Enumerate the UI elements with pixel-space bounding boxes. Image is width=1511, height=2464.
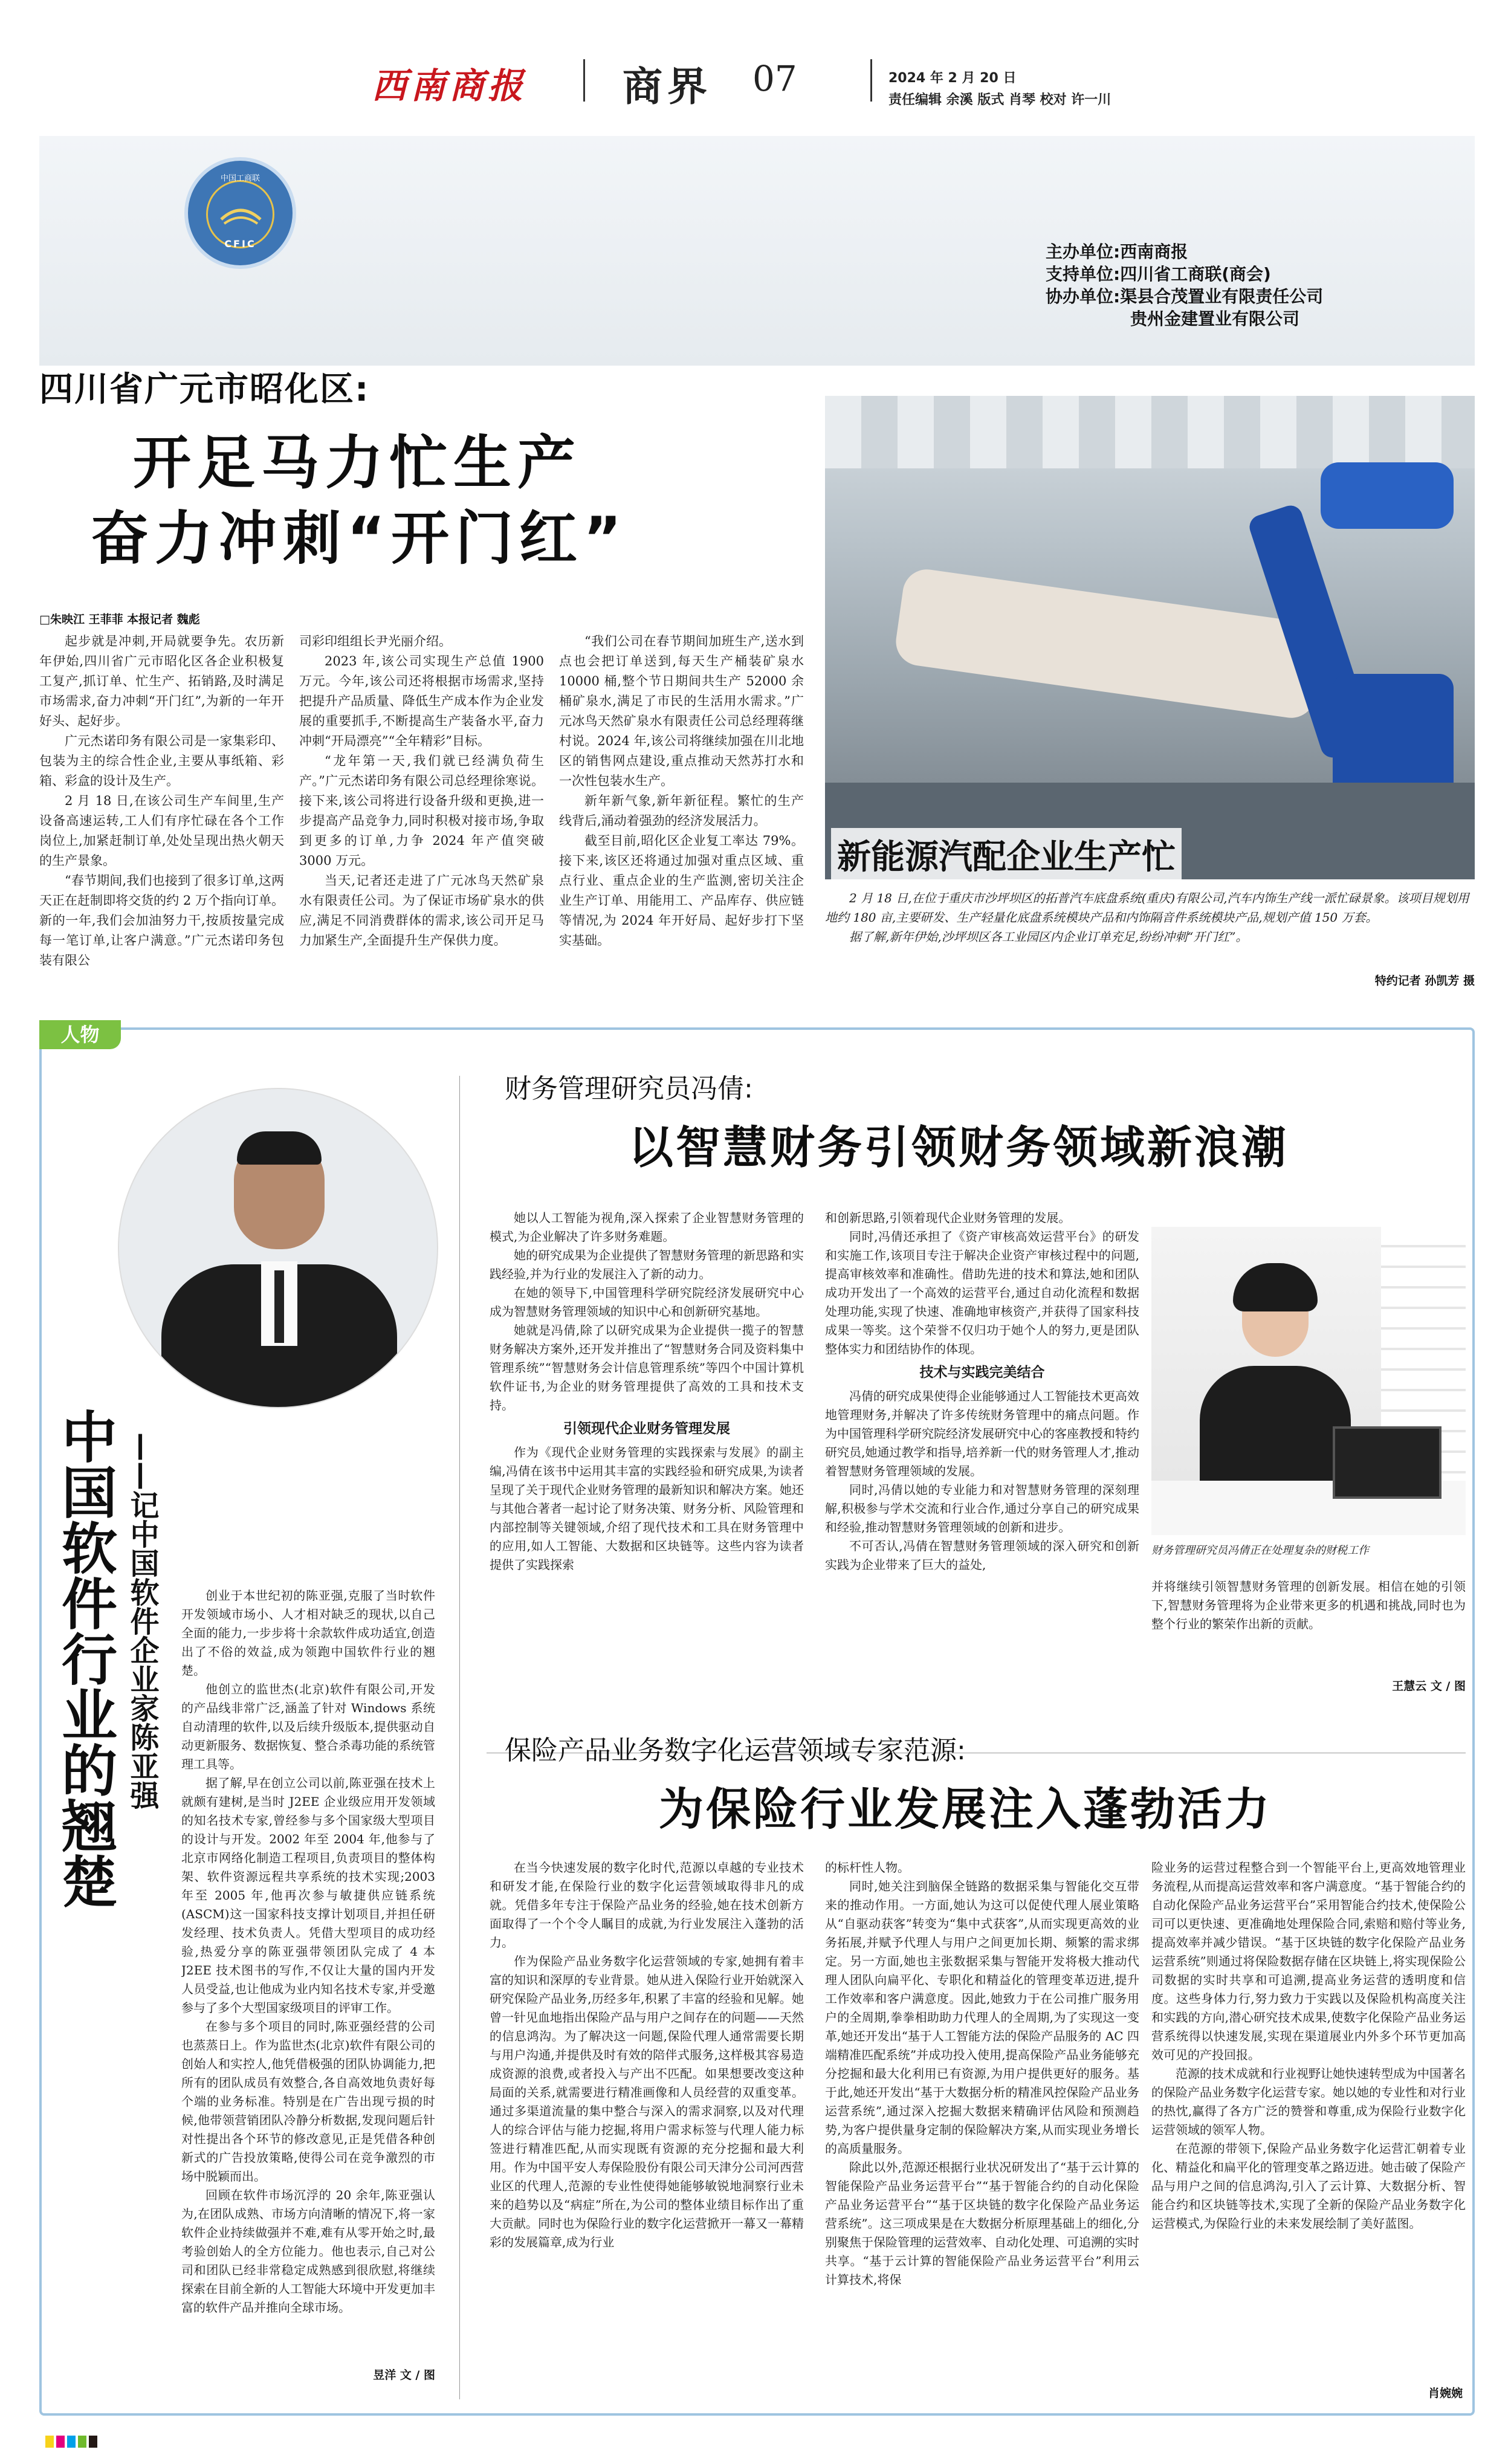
co-name-1: 渠县合茂置业有限责任公司: [1120, 286, 1324, 306]
story1-column-2: [299, 632, 544, 1006]
paragraph: “春节期间,我们也接到了很多订单,这两天正在赶制即将交货的约 2 万个指向订单。新的一年,我们会加油努力干,按质按量完成每一笔订单,让客户满意。”广元杰诺印务包装有限公: [39, 873, 284, 968]
paragraph: 在她的领导下,中国管理科学研究院经济发展研究中心成为智慧财务管理领域的知识中心和创新研究基地。: [490, 1285, 804, 1319]
feng-photo-caption: 财务管理研究员冯倩正在处理复杂的财税工作: [1151, 1544, 1369, 1557]
sponsor-banner: [39, 136, 1475, 366]
paragraph: 当天,记者还走进了广元冰鸟天然矿泉水有限责任公司。为了保证市场矿泉水的供应,满足不同消费群体的需求,该公司开足马力加紧生产,全面提升生产保供力度。: [299, 873, 544, 948]
subheading: 技术与实践完美结合: [919, 1365, 1045, 1380]
story1-column-1: [39, 632, 284, 1006]
story4-column-3: [1151, 1858, 1466, 2384]
color-bar-icon: [45, 2436, 118, 2448]
paragraph: 作为保险产品业务数字化运营领域的专家,她拥有着丰富的知识和深厚的专业背景。她从进入保险行业开始就深入研究保险产品业务,历经多年,积累了丰富的经验和见解。她曾一针见血地指出保险产品与用户之间存在的问题——天然的信息鸿沟。为了解决这一问题,保险代理人通常需要长期与用户沟通,并提供及时有效的陪伴式服务,这样极其容易造成资源的浪费,或者投入与产出不匹配。如果想要改变这种局面的关系,就需要进行精准画像和人员经营的双重变革。通过多渠道流量的集中整合与深入的需求洞察,以及对代理人的综合评估与能力挖掘,将用户需求标签与代理人能力标签进行精准匹配,从而实现既有资源的充分挖掘和最大利用。作为中国平安人寿保险股份有限公司天津分公司河西营业区的代理人,范源的专业性使得她能够敏锐地洞察行业未来的趋势以及“病症”所在,为公司的整体业绩目标作出了重大贡献。同时也为保险行业的数字化运营掀开一幕又一幕精彩的发展篇章,成为行业: [490, 1954, 804, 2249]
paragraph: 回顾在软件市场沉浮的 20 余年,陈亚强认为,在团队成熟、市场方向清晰的情况下,将一家软件企业持续做强并不难,难有从零开始之时,最考验创始人的全方位能力。他也表示,自己对公司和团队已经非常稳定成熟感到很欣慰,将继续探索在目前全新的人工智能大环境中开发更加丰富的软件产品并推向全球市场。: [181, 2188, 435, 2315]
logo-text: 中国工商联: [220, 174, 260, 183]
story3-credit: 王慧云 文 / 图: [1392, 1680, 1466, 1693]
story3-headline: 以智慧财务引领财务领域新浪潮: [629, 1122, 1289, 1174]
story4-column-2: [825, 1858, 1139, 2402]
paragraph: 冯倩的研究成果使得企业能够通过人工智能技术更高效地管理财务,并解决了许多传统财务管理中的痛点问题。作为中国管理科学研究院经济发展研究中心的客座教授和特约研究员,她通过教学和指导,培养新一代的财务管理人才,推动着智慧财务管理领域的发展。: [825, 1389, 1139, 1478]
story2-subhead: ——记中国软件企业家陈亚强: [125, 1432, 159, 1809]
caption-text: 2 月 18 日,在位于重庆市沙坪坝区的拓普汽车底盘系统(重庆)有限公司,汽车内饰生产线一派忙碌景象。该项目规划用地约 180 亩,主要研发、生产轻量化底盘系统模块产品和内饰隔音件系统模块产品,规划产值 150 万套。: [825, 891, 1469, 925]
paragraph: 起步就是冲刺,开局就要争先。农历新年伊始,四川省广元市昭化区各企业积极复工复产,抓订单、忙生产、拓销路,及时满足市场需求,奋力冲刺“开门红”,为新的一年开好头、起好步。: [39, 634, 284, 728]
paragraph: 司彩印组组长尹光丽介绍。: [299, 634, 451, 648]
paragraph: 她就是冯倩,除了以研究成果为企业提供一揽子的智慧财务解决方案外,还开发并推出了“智慧财务合同及资料集中管理系统”“智慧财务会计信息管理系统”等四个中国计算机软件证书,为企业的财务管理提供了高效的工具和技术支持。: [490, 1323, 804, 1412]
paragraph: 同时,她关注到脑保全链路的数据采集与智能化交互带来的推动作用。一方面,她认为这可以促使代理人展业策略从“自驱动获客”转变为“集中式获客”,从而实现更高效的业务拓展,并赋予代理人与用户之间更加长期、频繁的需求绑定。另一方面,她也主张数据采集与智能开发将极大推动代理人团队向扁平化、专职化和精益化的管理变革迈进,提升工作效率和客户满意度。因此,她致力于在公司推广服务用户的全周期,拳拳相助助力代理人的全周期,为了实现这一变革,她还开发出“基于人工智能方法的保险产品服务的 AC 四端精准匹配系统”并成功投入使用,提高保险产品业务能够充分挖掘和最大化利用已有资源,为用户提供更好的服务。基于此,她还开发出“基于大数据分析的精准风控保险产品业务运营系统”,通过深入挖掘大数据来精确评估风险和预测趋势,为客户提供量身定制的保险解决方案,从而实现业务增长的高质量服务。: [825, 1879, 1139, 2156]
story1-byline: □朱映江 王菲菲 本报记者 魏彪: [39, 613, 200, 626]
story1-headline-1: 开足马力忙生产: [133, 429, 581, 497]
paragraph: 创业于本世纪初的陈亚强,克服了当时软件开发领域市场小、人才相对缺乏的现状,以自己全面的能力,一步步将十余款软件成功适宜,创造出了不俗的效益,成为领跑中国软件行业的翘楚。: [181, 1588, 435, 1678]
feng-photo: [1151, 1227, 1466, 1535]
story1-column-3: [559, 632, 804, 1006]
story3-column-2: [825, 1209, 1139, 1786]
paragraph: 新年新气象,新年新征程。繁忙的生产线背后,涌动着强劲的经济发展活力。: [559, 794, 804, 828]
paragraph: 和创新思路,引领着现代企业财务管理的发展。: [825, 1211, 1071, 1225]
masthead-divider: [583, 59, 585, 102]
factory-photo: [825, 396, 1475, 879]
paragraph: 同时,冯倩还承担了《资产审核高效运营平台》的研发和实施工作,该项目专注于解决企业资产审核过程中的问题,提高审核效率和准确性。借助先进的技术和算法,她和团队成功开发出了一个高效的运营平台,通过自动化流程和数据处理功能,实现了快速、准确地审核资产,并获得了国家科技成果一等奖。这个荣誉不仅归功于她个人的努力,更是团队整体实力和团结协作的体现。: [825, 1229, 1139, 1356]
issue-date: 2024 年 2 月 20 日: [888, 71, 1017, 86]
section-name: 商界: [623, 63, 712, 110]
story1-kicker: 四川省广元市昭化区:: [39, 370, 370, 409]
page-number: 07: [752, 58, 797, 99]
paragraph: 在参与多个项目的同时,陈亚强经营的公司也蒸蒸日上。作为监世杰(北京)软件有限公司的创始人和实控人,他凭借极强的团队协调能力,把所有的团队成员有效整合,各自高效地负责好每个端的业务标准。特别是在广告出现亏损的时候,他带领营销团队冷静分析数据,发现问题后针对性提出各个环节的修改意见,正是凭借各种创新式的广告投放策略,使得公司在竞争激烈的市场中脱颖而出。: [181, 2019, 435, 2184]
paragraph: 并将继续引领智慧财务管理的创新发展。相信在她的引领下,智慧财务管理将为企业带来更多的机遇和挑战,同时也为整个行业的繁荣作出新的贡献。: [1151, 1579, 1466, 1631]
logo-emblem-icon: [184, 157, 296, 269]
story3-kicker: 财务管理研究员冯倩:: [505, 1073, 753, 1104]
photo-title: 新能源汽配企业生产忙: [831, 828, 1182, 879]
story2-headline: 中国软件行业的翘楚: [53, 1408, 117, 1909]
story2-credit: 昱洋 文 / 图: [373, 2369, 435, 2382]
paragraph: 在当今快速发展的数字化时代,范源以卓越的专业技术和研发才能,在保险行业的数字化运营领域取得非凡的成就。凭借多年专注于保险产品业务的经验,她在技术创新方面取得了一个个令人瞩目的成就,为行业发展注入蓬勃的活力。: [490, 1860, 804, 1950]
subheading: 引领现代企业财务管理发展: [563, 1421, 730, 1437]
paragraph: 2 月 18 日,在该公司生产车间里,生产设备高速运转,工人们有序忙碌在各个工作岗位上,加紧赶制订单,处处呈现出热火朝天的生产景象。: [39, 794, 284, 868]
paragraph: 截至目前,昭化区企业复工率达 79%。接下来,该区还将通过加强对重点区域、重点行业、重点企业的生产监测,密切关注企业生产订单、用能用工、产品库存、供应链等情况,为 2024 年开好局、起好步打下坚实基础。: [559, 833, 804, 948]
masthead-divider: [870, 59, 872, 102]
story4-credit: 肖婉婉: [1428, 2387, 1463, 2400]
paragraph: 作为《现代企业财务管理的实践探索与发展》的副主编,冯倩在该书中运用其丰富的实践经验和研究成果,为读者呈现了关于现代企业财务管理的最新知识和解决方案。她还与其他合著者一起讨论了财务决策、财务分析、风险管理和内部控制等关键领域,介绍了现代技术和工具在财务管理中的应用,如人工智能、大数据和区块链等。这些内容为读者提供了实践探索: [490, 1445, 804, 1572]
photo-caption: [825, 888, 1475, 946]
paragraph: 他创立的监世杰(北京)软件有限公司,开发的产品线非常广泛,涵盖了针对 Windows 系统自动清理的软件,以及后续升级版本,提供驱动自动更新服务、数据恢复、整合杀毒功能的系统管理工具等。: [181, 1682, 435, 1771]
paragraph: 除此以外,范源还根据行业状况研发出了“基于云计算的智能保险产品业务运营平台”“基于智能合约的自动化保险产品业务运营平台”“基于区块链的数字化保险产品业务运营系统”。这三项成果是在大数据分析原理基础上的细化,分别聚焦于保险管理的运营效率、自动化处理、可追溯的实时共享。“基于云计算的智能保险产品业务运营平台”利用云计算技术,将保: [825, 2160, 1139, 2287]
story4-headline: 为保险行业发展注入蓬勃活力: [659, 1783, 1272, 1835]
paragraph: “我们公司在春节期间加班生产,送水到点也会把订单送到,每天生产桶装矿泉水 10000 桶,整个节日期间共生产 52000 余桶矿泉水,满足了市民的生活用水需求。”广元冰鸟天然矿泉水有限责任公司总经理蒋继村说。2024 年,该公司将继续加强在川北地区的销售网点建设,重点推动天然苏打水和一次性包装水生产。: [559, 634, 804, 788]
masthead: [0, 0, 1511, 124]
story4-column-1: [490, 1858, 804, 2402]
story1-headline-2: 奋力冲刺“开门红”: [91, 505, 628, 572]
paragraph: 她的研究成果为企业提供了智慧财务管理的新思路和实践经验,并为行业的发展注入了新的动力。: [490, 1248, 804, 1281]
paragraph: 不可否认,冯倩在智慧财务管理领域的深入研究和创新实践为企业带来了巨大的益处,: [825, 1539, 1139, 1572]
sponsor-name: 西南商报: [1120, 242, 1188, 262]
caption-text: 据了解,新年伊始,沙坪坝区各工业园区内企业订单充足,纷纷冲刺“开门红”。: [849, 930, 1248, 944]
co-label: 协办单位:: [1046, 286, 1121, 306]
chen-portrait: [118, 1088, 438, 1408]
paragraph: 范源的技术成就和行业视野让她快速转型成为中国著名的保险产品业务数字化运营专家。她以她的专业性和对行业的热忱,赢得了各方广泛的赞誉和尊重,成为保险行业数字化运营领域的领军人物。: [1151, 2066, 1466, 2137]
paragraph: 2023 年,该公司实现生产总值 1900 万元。今年,该公司还将根据市场需求,坚持把提升产品质量、降低生产成本作为企业发展的重要抓手,不断提高生产装备水平,奋力冲刺“开局漂亮”“全年精彩”目标。: [299, 654, 544, 748]
column-divider: [459, 1076, 460, 2399]
sponsor-list: [1046, 241, 1323, 330]
story3-column-1: [490, 1209, 804, 1786]
story4-kicker: 保险产品业务数字化运营领域专家范源:: [505, 1735, 966, 1766]
editor-credits: 责任编辑 余溪 版式 肖琴 校对 许一川: [888, 92, 1111, 108]
paragraph: 据了解,早在创立公司以前,陈亚强在技术上就颇有建树,是当时 J2EE 企业级应用开发领域的知名技术专家,曾经参与多个国家级大型项目的设计与开发。2002 年至 2004 年,他参与了北京市网络化制造工程项目,负责项目的整体构架、软件资源远程共享系统的技术实现;2003 年至 2005 年,他再次参与敏捷供应链系统(ASCM)这一国家科技支撑计划项目,并担任研发经理、技术负责人。凭借大型项目的成功经验,热爱分享的陈亚强带领团队完成了 4 本 J2EE 技术图书的写作,不仅让大量的国内开发人员受益,也让他成为业内知名技术专家,并受邀参与了多个大型国家级项目的评审工作。: [181, 1776, 435, 2015]
people-section-tab: 人物: [39, 1020, 121, 1049]
logo-sub: CFIC: [224, 238, 256, 250]
story2-column: [181, 1586, 435, 2336]
paper-name: 西南商报: [372, 65, 527, 106]
photo-credit: 特约记者 孙凯芳 摄: [1374, 974, 1475, 988]
co-name-2: 贵州金建置业有限公司: [1130, 309, 1300, 329]
paragraph: 她以人工智能为视角,深入探索了企业智慧财务管理的模式,为企业解决了许多财务难题。: [490, 1211, 804, 1244]
paragraph: 广元杰诺印务有限公司是一家集彩印、包装为主的综合性企业,主要从事纸箱、彩箱、彩盒的设计及生产。: [39, 734, 284, 788]
support-label: 支持单位:: [1046, 264, 1121, 284]
paragraph: “龙年第一天,我们就已经满负荷生产。”广元杰诺印务有限公司总经理徐寒说。接下来,该公司将进行设备升级和更换,进一步提高产品竞争力,同时积极对接市场,争取到更多的订单,力争 2024 年产值突破 3000 万元。: [299, 754, 544, 868]
paragraph: 同时,冯倩以她的专业能力和对智慧财务管理的深刻理解,积极参与学术交流和行业合作,通过分享自己的研究成果和经验,推动智慧财务管理领域的创新和进步。: [825, 1483, 1139, 1534]
paragraph: 险业务的运营过程整合到一个智能平台上,更高效地管理业务流程,从而提高运营效率和客户满意度。“基于智能合约的自动化保险产品业务运营平台”采用智能合约技术,使保险公司可以更快速、更准确地处理保险合同,索赔和赔付等业务,提高效率并减少错误。“基于区块链的数字化保险产品业务运营系统”则通过将保险数据存储在区块链上,将实现保险公司数据的实时共享和可追溯,提高业务运营的透明度和信度。这些身体力行,努力致力于实践以及保险机构高度关注和实践的方向,潜心研究技术成果,使数字化保险产品业务运营系统得以快速发展,实现在渠道展业内外多个环节更加高效可见的产投回报。: [1151, 1860, 1466, 2062]
story3-column-3: [1151, 1577, 1466, 1662]
paragraph: 的标杆性人物。: [825, 1860, 910, 1875]
sponsor-label: 主办单位:: [1046, 242, 1121, 262]
support-name: 四川省工商联(商会): [1120, 264, 1271, 284]
paragraph: 在范源的带领下,保险产品业务数字化运营汇朝着专业化、精益化和扁平化的管理变革之路迈进。她击破了保险产品与用户之间的信息鸿沟,引入了云计算、大数据分析、智能合约和区块链等技术,实现了全新的保险产品业务数字化运营模式,为保险行业的未来发展绘制了美好蓝图。: [1151, 2141, 1466, 2231]
